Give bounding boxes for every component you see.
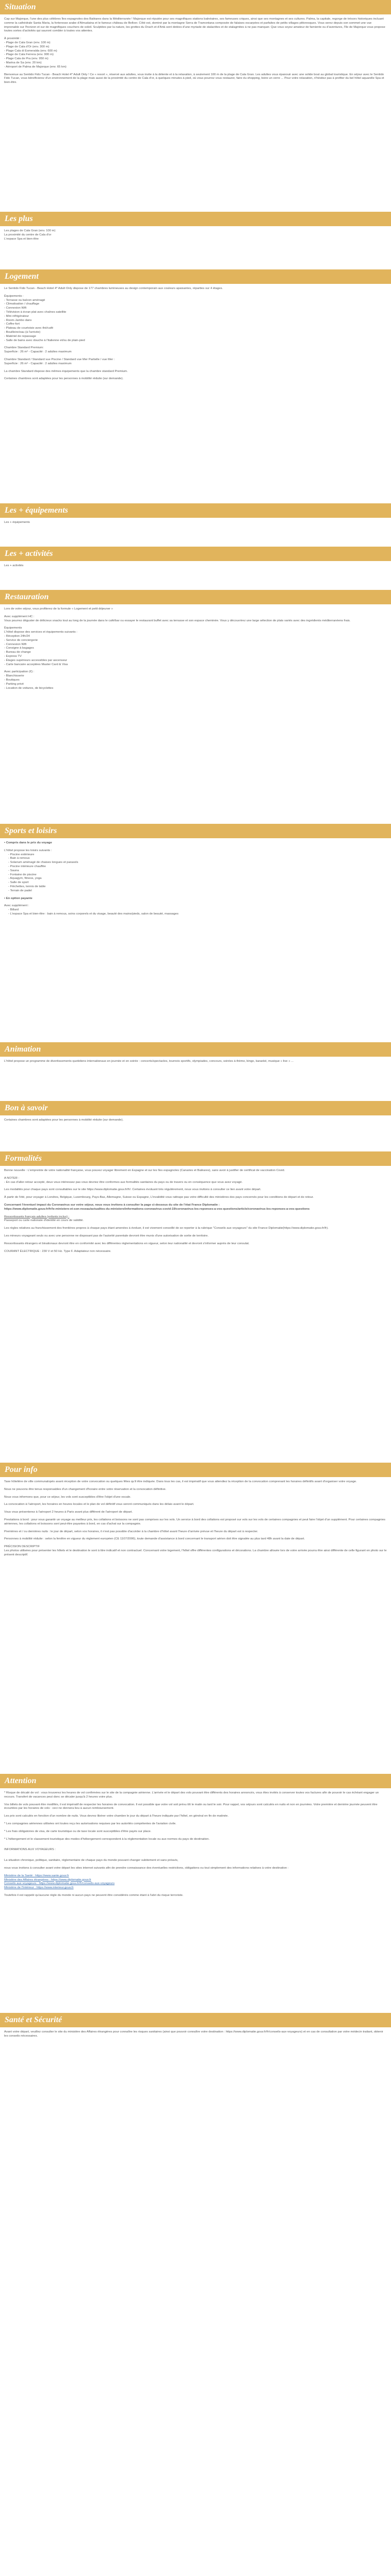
sports-subhead-included: • Compris dans le prix du voyage: [4, 841, 52, 844]
equipment-item: - Connexion Wifi: [4, 307, 27, 310]
distance-item: - Marina de Sa (env. 20 km): [4, 61, 42, 64]
formalites-paragraph-11: Les mineurs voyageant seuls ou avec une personne ne disposant pas de l'autorité parentale devront être munis d'une autorisation de sortie de territoire.: [4, 1234, 209, 1238]
pour-info-paragraph-8: Personnes à mobilité réduite : selon la fenêtre en vigueur du règlement européen (CE 1107/2006), toute demande d'assistance à bord concernant le transport aérien doit être signalée au plus tard 48h avant la date de départ.: [4, 1537, 305, 1541]
pour-info-paragraph-4: La convocation à l'aéroport, les horaires en heures locales et le plan de vol définitif vous seront communiqués dans les délais avant le départ.: [4, 1503, 194, 1506]
info-links-list: [4, 1874, 387, 1890]
pour-info-paragraph-7: Premières et / ou dernières nuits : le jour de départ, selon vos horaires, il n'est pas possible d'accéder à la chambre d'hôtel avant l'heure d'arrivée prévue et l'heure du départ est à respecter.: [4, 1530, 258, 1533]
equipment-item: - Bouilloire/eau (à l'arrivée): [4, 330, 41, 334]
equipment-item: - Terrasse ou balcon aménagé: [4, 298, 45, 302]
section-header-sports: Sports et loisirs: [0, 824, 391, 838]
sport-item: - Terrain de padel: [8, 889, 32, 892]
section-header-situation: Situation: [0, 0, 391, 14]
paid-service-item: - Boutiques: [4, 678, 20, 682]
distance-item: - Aéroport de Palma de Majorque (env. 65 km): [4, 65, 67, 69]
attention-paragraph-6: * L'hébergement et le classement touristique des modes d'hébergement correspondent à la réglementation locale ou aux normes du pays de destination.: [4, 1837, 210, 1841]
section-header-pour-info: Pour info: [0, 1463, 391, 1477]
formalites-paragraph-8: Ressortissants français adultes (enfants inclus) :: [4, 1215, 70, 1218]
diplomatie-link[interactable]: https://www.diplomatie.gouv.fr/fr/le-ministere-et-son-reseau/actualites-du-ministere/informations-coronavirus-covid-19/coronavirus-les-reponses-a-vos-questions/article/coronavirus-les-reponses-a-vos-questions: [4, 1207, 310, 1211]
section-body-logement: [0, 284, 391, 503]
paid-sport-item: - Billard: [8, 908, 19, 912]
paid-sport-item: - L'espace Spa et bien-être : bain à remous, soins corporels et du visage, beauté des mains/pieds, salon de beauté, massages: [8, 912, 178, 916]
restauration-paragraph-1: Lors de votre séjour, vous profiterez de la formule « Logement et petit déjeuner »: [4, 607, 113, 611]
restauration-paragraph-2: Avec supplément HC :: [4, 615, 35, 618]
equipments-label: Équipements :: [4, 294, 24, 298]
sport-item: - Bain à remous: [8, 857, 30, 860]
formalites-paragraph-5: À partir de l'été, pour voyager à Londres, Belgique, Luxembourg, Pays-Bas, Allemagne, Suisse ou Espagne, L'invalidité vous rattrape pas votre difficulté des ministères des pays concernés pour les conditions de départ et de retour.: [4, 1196, 314, 1199]
section-header-sante: Santé et Sécurité: [0, 2013, 391, 2027]
section-header-formalites: Formalités: [0, 1151, 391, 1166]
equipment-item: - Room-Jambo dans: [4, 318, 32, 322]
info-link[interactable]: Ministère de la Santé : https://www.sante.gouv.fr: [4, 1874, 69, 1877]
formalites-paragraph-13: COURANT ÉLECTRIQUE : 230 V et 50 Hz. Type F. Adaptateur non nécessaire.: [4, 1249, 111, 1253]
service-item: - Réception 24h/24: [4, 634, 30, 638]
pour-info-paragraph-3: Nous vous informons que, pour ce séjour, les vols sont susceptibles d'être l'objet d'une escale.: [4, 1495, 132, 1499]
attention-paragraph-5: * Les frais obligatoires de visa, de carte touristique ou de taxe locale sont susceptibles d'être payés sur place.: [4, 1829, 152, 1833]
sport-item: - Aquagym, fitness, yoga: [8, 877, 42, 880]
info-link[interactable]: Conseils aux voyageurs : https://www.diplomatie.gouv.fr/fr/conseils-aux-voyageurs: [4, 1882, 115, 1886]
formalites-paragraph-4: Les modalités pour chaque pays sont consultables sur le site https://www.diplomatie.gouv.fr/fr/. Certaines évoluant très régulièrement, nous vous invitons à consulter ce lien avant votre départ.: [4, 1188, 262, 1192]
equipment-item: - Salle de bains avec douche à l'italienne et/ou de plain-pied: [4, 338, 85, 342]
formalites-note-label: A NOTER :: [4, 1176, 20, 1180]
formalites-paragraph-9: Passeport ou carte nationale d'identité en cours de validité.: [4, 1219, 84, 1223]
distance-list: [4, 41, 387, 70]
section-header-attention: Attention: [0, 1774, 391, 1788]
service-item: - Carte bancaire acceptées Master Card & Visa: [4, 663, 68, 666]
distance-item: - Plage de Cala Gran (env. 100 m): [4, 41, 51, 44]
sport-item: - Solarium aménagé de chaises longues et parasols: [8, 861, 78, 865]
formalites-paragraph-12: Ressortissants étrangers et binationaux devront être en conformité avec les différentes règlementations en vigueur, selon leur nationalité et devront s'informer auprès de leur consulat.: [4, 1242, 250, 1245]
paid-services-list: [4, 674, 387, 690]
pour-info-paragraph-10: Les photos utilisées pour présenter les hôtels et le destination le sont à titre indicatif et non contractuel. Concernant votre logement, l'hôtel offre différentes configurations et décorations. La chambre allouée lors de votre arrivée pourra être ainsi différente de celle figurant en photo sur le présent descriptif.: [4, 1549, 387, 1556]
attention-paragraph-4: * Les compagnies aériennes utilisées ont toutes reçu les autorisations requises par les autorités compétentes de l'aviation civile.: [4, 1822, 176, 1825]
logement-paragraph-5: Certaines chambres sont adaptées pour les personnes à mobilité réduite (sur demande).: [4, 377, 124, 381]
sports-list: [8, 853, 387, 893]
attention-paragraph-3: Les prix sont calculés en fonction d'un nombre de nuits. Vous devrez libérer votre chambre le jour du départ à l'heure indiquée par l'hôtel, en général en fin de matinée.: [4, 1815, 229, 1818]
logement-paragraph-3: Chambre Standard / Standard vue Piscine / Standard vue Mer Partielle / vue Mer : Superficie : 26 m² - Capacité : 2 adultes maximum: [4, 358, 115, 365]
attention-paragraph-1: * Risque de décalé de vol : vous trouverez les heures de vol confirmées sur le site de la compagnie aérienne. L'arrivée et le départ des vols pouvant être différents des horaires annoncés, vous êtes invités à conserver toutes vos factures afin de pouvoir le cas échéant engager un recours. Transfert de vacances peut donc se décaler jusqu'à 2 heures voire plus.: [4, 1791, 379, 1799]
service-item: - Express TV: [4, 654, 22, 658]
section-body-sante: [0, 2027, 391, 2047]
pour-info-paragraph-9: PRÉCISION DESCRIPTIF: [4, 1545, 40, 1549]
section-body-situation: [0, 14, 391, 212]
section-body-pour-info: [0, 1477, 391, 1774]
section-body-formalites: [0, 1166, 391, 1463]
restauration-paragraph-6: Avec participation (€) :: [4, 670, 35, 674]
sport-item: - Piscine intérieure chauffée: [8, 865, 46, 868]
section-body-restauration: [0, 604, 391, 824]
section-body-equipements: [0, 518, 391, 547]
sports-paragraph-1: L'hôtel propose les loisirs suivants :: [4, 849, 52, 852]
equipment-item: - Coffre-fort: [4, 323, 20, 326]
bon-savoir-paragraph-1: Certaines chambres sont adaptées pour les personnes à mobilité réduite (sur demande).: [4, 1118, 124, 1122]
sports-subhead-paid: • En option payante: [4, 896, 32, 900]
sport-item: - Sauna: [8, 869, 19, 872]
paid-service-item: - Blanchisserie: [4, 674, 24, 678]
service-item: - Bureau de change: [4, 651, 31, 654]
paid-sports-list: [8, 908, 387, 917]
distance-item: - Plage Cala di Esmeralda (env. 600 m): [4, 49, 57, 53]
pour-info-paragraph-2: Nous ne pouvons être tenus responsables d'un changement d'horaire entre votre réservation et la convocation définitive.: [4, 1487, 167, 1491]
les-plus-item: L'espace Spa et bien-être: [4, 237, 39, 241]
equipment-item: - Plateau de courtoisie avec thé/café: [4, 327, 54, 330]
section-body-activites: [0, 561, 391, 590]
services-list: [4, 635, 387, 667]
section-body-attention: [0, 1788, 391, 2013]
equipment-item: - Mini réfrigérateur: [4, 314, 29, 318]
info-link[interactable]: Ministère des Affaires étrangères : https://www.diplomatie.gouv.fr: [4, 1878, 91, 1882]
formalites-paragraph-3: - En cas d'aller-retour accepté, deux vous intéressez pas vous devriez être conformes aux formalités sanitaires du pays ou de travers ou en conséquence que vous avez voyagé.: [4, 1180, 243, 1184]
paid-service-item: - Parking privé: [4, 682, 24, 686]
paid-service-item: - Location de voitures, de bicyclettes: [4, 686, 54, 690]
distance-item: - Plage de Cala Ferrera (env. 900 m): [4, 53, 54, 57]
formalites-paragraph-6: Concernant l'éventuel impact du Coronavirus sur votre séjour, nous vous invitons à consulter la page ci-dessous du site de l'état France Diplomatie :: [4, 1203, 220, 1207]
logement-paragraph-2: Chambre Standard Premium: Superficie : 26 m² - Capacité : 2 adultes maximum: [4, 346, 72, 354]
sport-item: - Salle de sport: [8, 881, 29, 885]
pour-info-paragraph-6: Prestations à bord : pour vous garantir un voyage au meilleur prix, les collations et boissons ne sont pas comprises sur les vols. Un service à bord des collations est proposé sur vols sur les vols de certaines compagnies et peut faire l'objet d'un supplément. Pour certaines compagnies aériennes, les collations et boissons sont peut-être payantes à bord, en cas d'achat sur la compagnie.: [4, 1518, 385, 1526]
info-voyageurs-paragraph-2: nous vous invitons à consulter avant votre départ les sites internet suivants afin de prendre connaissance des éventuelles restrictions, obligations ou tout simplement des informations relatives à votre destination :: [4, 1866, 289, 1870]
formalites-paragraph-10: Les règles relatives au franchissement des frontières propres à chaque pays étant amenées à évoluer, il est vivement conseillé de se reporter à la rubrique "Conseils aux voyageurs" du site France Diplomatie(https://www.diplomatie.gouv.fr/fr).: [4, 1227, 329, 1230]
sport-item: - Fléchettes, tennis de table: [8, 885, 46, 888]
distance-item: - Plage Cala de Pra (env. 950 m): [4, 57, 48, 61]
distance-item: - Plage de Cala d'Or (env. 300 m): [4, 45, 50, 48]
les-plus-item: Les plages de Cala Gran (env. 100 m): [4, 229, 56, 232]
section-header-equipements: Les + équipements: [0, 503, 391, 518]
sport-item: - Fontaine de piscine: [8, 873, 37, 876]
equipment-list: [4, 299, 387, 343]
info-link[interactable]: Ministère de l'Intérieur : https://www.interieur.gouv.fr: [4, 1886, 74, 1890]
logement-paragraph-4: La chambre Standard dispose des mêmes équipements que la chambre standard Premium.: [4, 369, 128, 373]
section-body-sports: [0, 838, 391, 1042]
pour-info-paragraph-1: Taxe hôtelière de ville communalopés avant réception de votre convocation ou quelques fêtes qu'il être indiquée. Dans tous les cas, il est impératif que vous attendiez la réception de la convocation comprenant les horaires définitifs avant d'organiser votre voyage.: [4, 1480, 357, 1483]
section-body-bon-savoir: [0, 1115, 391, 1151]
sante-paragraph-1: Avant votre départ, veuillez consulter le site du ministère des Affaires étrangères pour connaître les risques sanitaires (ainsi que pouvoir connaître votre destination : https://www.diplomatie.gouv.fr/fr/conseils-aux-voyageurs) et en cas de consultation par votre médecin traitant, obtenir les conseils nécessaires.: [4, 2030, 383, 2038]
section-header-logement: Logement: [0, 269, 391, 284]
logement-paragraph-1: Le Sentido Fido Tucan - Beach Hotel 4* Adult Only dispose de 177 chambres lumineuses au design contemporain aux couleurs apaisantes, réparties sur 4 étages.: [4, 287, 223, 290]
section-header-restauration: Restauration: [0, 590, 391, 604]
service-item: - Étages supérieurs accessibles par ascenseur: [4, 658, 68, 662]
equipment-item: - Télévision à écran plat avec chaînes satellite: [4, 310, 67, 314]
section-header-bon-savoir: Bon à savoir: [0, 1101, 391, 1115]
situation-paragraph-1: Cap sur Majorque, l'une des plus célèbres îles espagnoles des Baléares dans la Méditerranée ! Majorque est réputée pour ses magnifiques stations balnéaires, ses fameuses criques, ainsi que ses montagnes et ses cultures. Palma, la capitale, regorge de trésors historiques incluant comme la cathédrale Santa Maria, la forteresse arabe d'Almudaina et le fameux château de Bellver. Côté est, dominé par la montagne Serra de Tramontana composée de falaises escarpées et parfaites de petits villages pittoresques. Vous serez depuis son sommet une vue imprenable sur l'horizon et sur de magnifiques couchers de soleil. Sculptées par la nature, les grottes du Drach et d'Artà sont dotées d'une myriade de stalactites et de stalagmites à ne pas manquer. Que vous soyez amateur de farniente ou d'aventures, l'île de Majorque vous propose toutes sortes d'activités qui sauront combler à toutes vos attentes.: [4, 18, 385, 33]
info-voyageurs-paragraph-1: La situation chronique, politique, sanitaire, réglementaire de chaque pays du monde pouvant changer subitement et sans préavis,: [4, 1859, 178, 1862]
service-item: - Service de conciergerie: [4, 638, 38, 642]
section-body-animation: [0, 1057, 391, 1101]
info-voyageurs-title: INFORMATIONS AUX VOYAGEURS :: [4, 1848, 56, 1852]
equipment-item: - Climatisation / chauffage: [4, 302, 39, 306]
pour-info-paragraph-5: Vous vous présenterez à l'aéroport 2 heures à Paris avant plus différent de l'aéroport de départ.: [4, 1511, 133, 1514]
sport-item: - Piscine extérieure: [8, 853, 35, 856]
info-voyageurs-paragraph-3: Toutefois il est rappelé qu'aucune règle du monde ni aucun pays ne peuvent être considérés comme étant à l'abri du risque terroriste.: [4, 1893, 184, 1897]
animation-paragraph-1: L'hôtel propose un programme de divertissements quotidiens internationaux en journée et en soirée : concerts/spectacles, tournois sportifs, olympiades, concours, soirées à thème, bingo, karaoké, musique « live » ...: [4, 1060, 294, 1063]
les-plus-item: La proximité du centre de Cala d'or: [4, 233, 52, 236]
situation-paragraph-2: Bienvenue au Sentido Fido Tucan - Beach Hotel 4* Adult Only ! Ce « resort », réservé aux adultes, vous invite à la détente et à la relaxation, à seulement 100 m de la plage de Cala Gran. Les adultes vous épanouir avec une solide bout au global touristique. En séjour avec le Sentido Fido Tucan, vous bénéficierez d'un environnement de la plage mais aussi de la proximité du centre de Cala d'or, à quelques minutes à pied, où vous pourrez vous restaurer, faire du shopping, boire un verre ... Pour votre relaxation, n'hésitez pas à profiter du bel hôtel aquarelle Spa et bien-être.: [4, 73, 384, 84]
restauration-paragraph-5: L'hôtel dispose des services et équipements suivants :: [4, 631, 77, 634]
attention-paragraph-2: Vos billets de vols pouvant être modifiés, il est impératif de respecter les horaires de convocation. Il est possible que votre vol soit prévu tôt le matin ou tard le soir. Pour rappel, vos séjours sont calculés en nuits et non en journées. Votre première et dernière journée peuvent être écourtées par les horaires de vols : ceci ne donnera lieu à aucun remboursement.: [4, 1803, 378, 1810]
restauration-paragraph-3: Vous pourrez déguster de délicieux snacks tout au long de la journée dans le café/bar ou essayer le restaurant buffet avec sa terrasse et son espace cheminée. Vous y découvrirez une large sélection de plats variés avec des ingrédients méditerranéens frais.: [4, 619, 351, 622]
service-item: - Connexion Wifi: [4, 642, 27, 646]
distances-label: À proximité :: [4, 37, 21, 41]
equipements-text: Les + équipements: [4, 521, 30, 524]
section-header-animation: Animation: [0, 1042, 391, 1057]
activites-text: Les + activités: [4, 564, 24, 567]
section-body-les-plus: [0, 226, 391, 269]
equipment-item: - Matériel de repassage: [4, 334, 36, 338]
section-header-activites: Les + activités: [0, 547, 391, 561]
section-header-les-plus: Les plus: [0, 212, 391, 226]
restauration-paragraph-4: Équipements: [4, 626, 22, 630]
service-item: - Consigne à bagages: [4, 647, 34, 650]
sports-paragraph-2: Avec supplément :: [4, 904, 29, 908]
formalites-paragraph-1: Bonne nouvelle : L'empreinte de votre nationalité française, vous pouvez voyager librement en Espagne et sur les îles espagnoles (Canaries et Baléares), sans avoir à justifier de certificat de vaccination Covid.: [4, 1169, 285, 1172]
